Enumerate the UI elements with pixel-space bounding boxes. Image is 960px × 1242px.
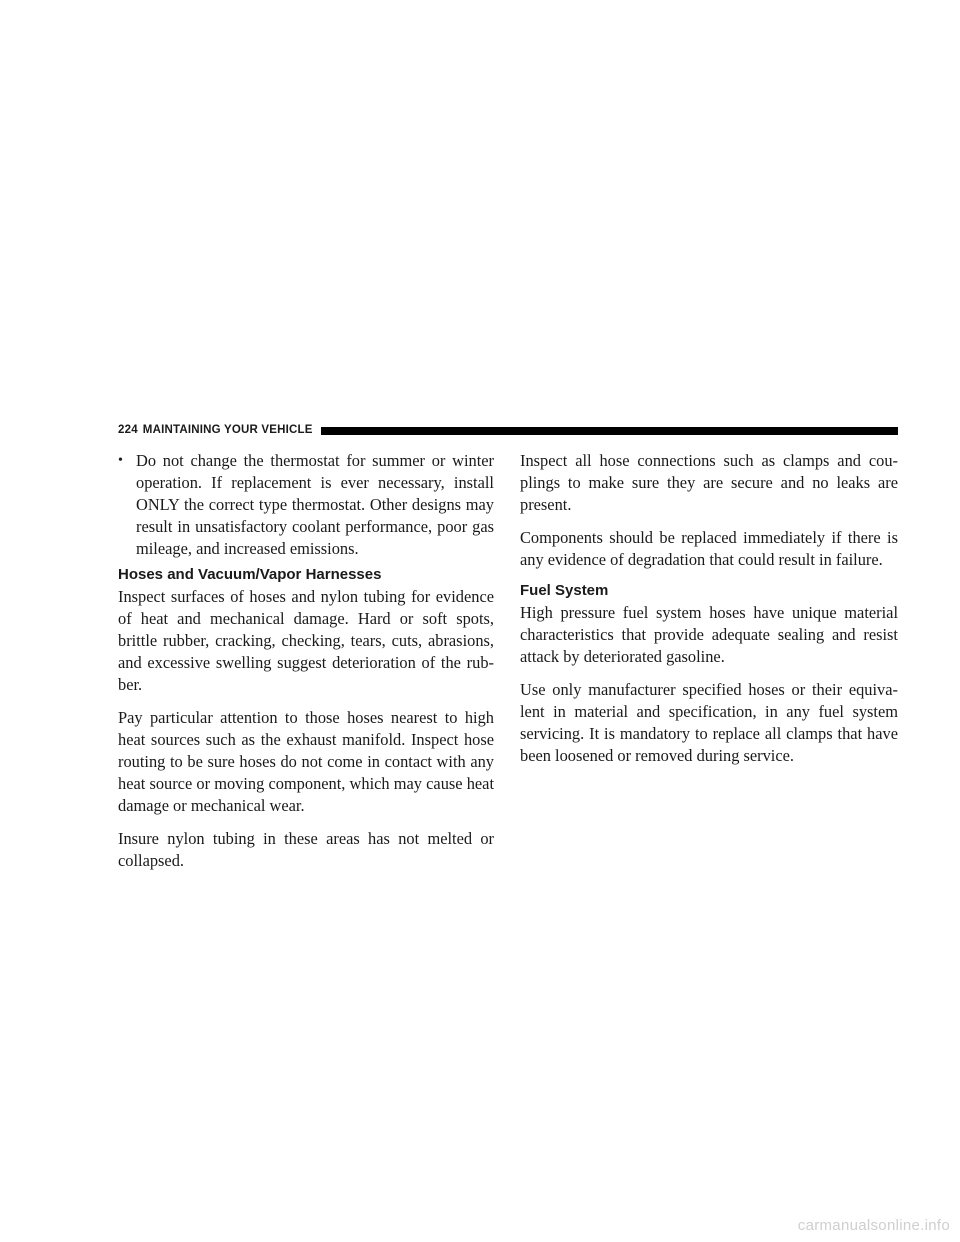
watermark: carmanualsonline.info: [797, 1217, 950, 1234]
bullet-text: Do not change the thermostat for summer or winter operation. If replacement is ever necessary, install ONLY the correct type thermostat. Other designs may result in unsatisfactory coolant performance, poor gas mileage, and increased emissions.: [136, 451, 494, 558]
section-heading-fuel-system: Fuel System: [520, 582, 609, 599]
list-item: [118, 450, 494, 560]
paragraph: High pressure fuel system hoses have unique material characteristics that provide adequate sealing and resist attack by deteriorated gasoline.: [520, 603, 898, 666]
right-column: [520, 450, 898, 778]
bullet-icon: •: [118, 453, 123, 468]
section-heading-hoses: Hoses and Vacuum/Vapor Harnesses: [118, 566, 382, 583]
running-header: [118, 423, 898, 437]
section-title: MAINTAINING YOUR VEHICLE: [142, 424, 313, 436]
page-number: 224: [118, 424, 138, 436]
paragraph: Pay particular attention to those hoses nearest to high heat sources such as the exhaust manifold. Inspect hose routing to be sure hoses do not come in contact with any heat source or moving component, which may cause heat damage or mechanical wear.: [118, 708, 494, 815]
paragraph: Components should be replaced immediately if there is any evidence of degradation that could result in failure.: [520, 528, 898, 569]
header-rule: [321, 427, 898, 435]
paragraph: Inspect surfaces of hoses and nylon tubing for evidence of heat and mechanical damage. Hard or soft spots, brittle rubber, cracking, checking, tears, cuts, abrasions, and excessive swelling suggest deterioration of the rubber.: [118, 587, 494, 694]
left-column: [118, 450, 494, 883]
paragraph: Insure nylon tubing in these areas has not melted or collapsed.: [118, 829, 494, 870]
paragraph: Use only manufacturer specified hoses or their equivalent in material and specification, in any fuel system servicing. It is mandatory to replace all clamps that have been loosened or removed during service.: [520, 680, 898, 765]
paragraph: Inspect all hose connections such as clamps and couplings to make sure they are secure and no leaks are present.: [520, 451, 898, 514]
